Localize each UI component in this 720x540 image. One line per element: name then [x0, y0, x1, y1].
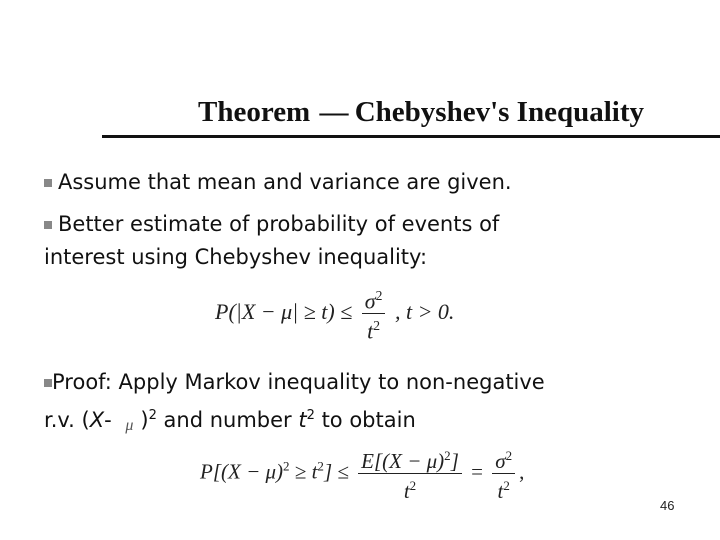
- square-bullet-icon: [44, 179, 52, 187]
- page-number: 46: [660, 498, 675, 513]
- proof-close: ): [140, 408, 149, 432]
- eq1-fraction: [362, 284, 386, 344]
- eq2-lhs-exp: 2: [283, 458, 290, 474]
- mu-symbol-image: μ: [125, 417, 134, 434]
- title-underline: [102, 135, 720, 138]
- bullet-assume: [44, 166, 512, 199]
- bullet-proof: [44, 366, 545, 437]
- eq2-f2-num: σ: [495, 449, 506, 473]
- eq2-lhs-end: ] ≤: [323, 459, 349, 484]
- eq2-f1-num: E[(X − μ): [361, 449, 445, 473]
- bullet-proof-line1: Proof: Apply Markov inequality to non-negative: [52, 370, 545, 394]
- slide-title: [198, 96, 644, 129]
- proof-obtain: to obtain: [314, 408, 416, 432]
- proof-number: and number: [156, 408, 299, 432]
- eq2-f2-num-exp: 2: [505, 448, 513, 463]
- eq2-lhs-mid: ≥ t: [289, 459, 318, 484]
- proof-minus: -: [104, 408, 119, 432]
- eq2-f1-den: t: [403, 479, 410, 503]
- eq2-f1-den-exp: 2: [409, 478, 417, 493]
- eq2-f2-den-exp: 2: [503, 478, 510, 493]
- proof-t-exp: 2: [306, 408, 315, 423]
- eq1-den-exp: 2: [373, 318, 381, 334]
- bullet-better-line2: interest using Chebyshev inequality:: [44, 245, 428, 269]
- square-bullet-icon: [44, 221, 52, 229]
- bullet-better-estimate: [44, 208, 499, 274]
- markov-equation: [200, 444, 524, 503]
- title-chebyshev: Chebyshev's Inequality: [354, 96, 644, 128]
- eq1-den: t: [367, 318, 374, 344]
- bullet-assume-text: Assume that mean and variance are given.: [58, 170, 512, 194]
- bullet-better-line1: Better estimate of probability of events of: [58, 212, 500, 236]
- eq2-fraction-variance: [492, 444, 515, 503]
- eq2-fraction-expectation: [358, 444, 462, 503]
- proof-x: X: [89, 408, 105, 432]
- eq2-lhs-mid-exp: 2: [317, 458, 324, 474]
- title-theorem: Theorem: [198, 96, 311, 128]
- eq2-f1-num-exp: 2: [444, 448, 451, 463]
- proof-exp: 2: [148, 408, 157, 423]
- eq2-equals: =: [471, 459, 483, 484]
- chebyshev-equation: [215, 284, 454, 344]
- eq2-f1-num-end: ]: [450, 449, 459, 473]
- proof-rv: r.v. (: [44, 408, 90, 432]
- proof-t: t: [298, 408, 307, 432]
- eq1-lhs: P(|X − μ| ≥ t) ≤: [215, 298, 353, 324]
- eq2-lhs: P[(X − μ): [200, 459, 284, 484]
- eq1-num: σ: [364, 288, 376, 314]
- title-dash: —: [319, 96, 346, 128]
- eq2-f2-den: t: [497, 479, 504, 503]
- eq2-trail: ,: [519, 459, 525, 484]
- eq1-num-exp: 2: [375, 288, 383, 303]
- eq1-condition: , t > 0.: [394, 298, 455, 324]
- square-bullet-icon: [44, 379, 52, 387]
